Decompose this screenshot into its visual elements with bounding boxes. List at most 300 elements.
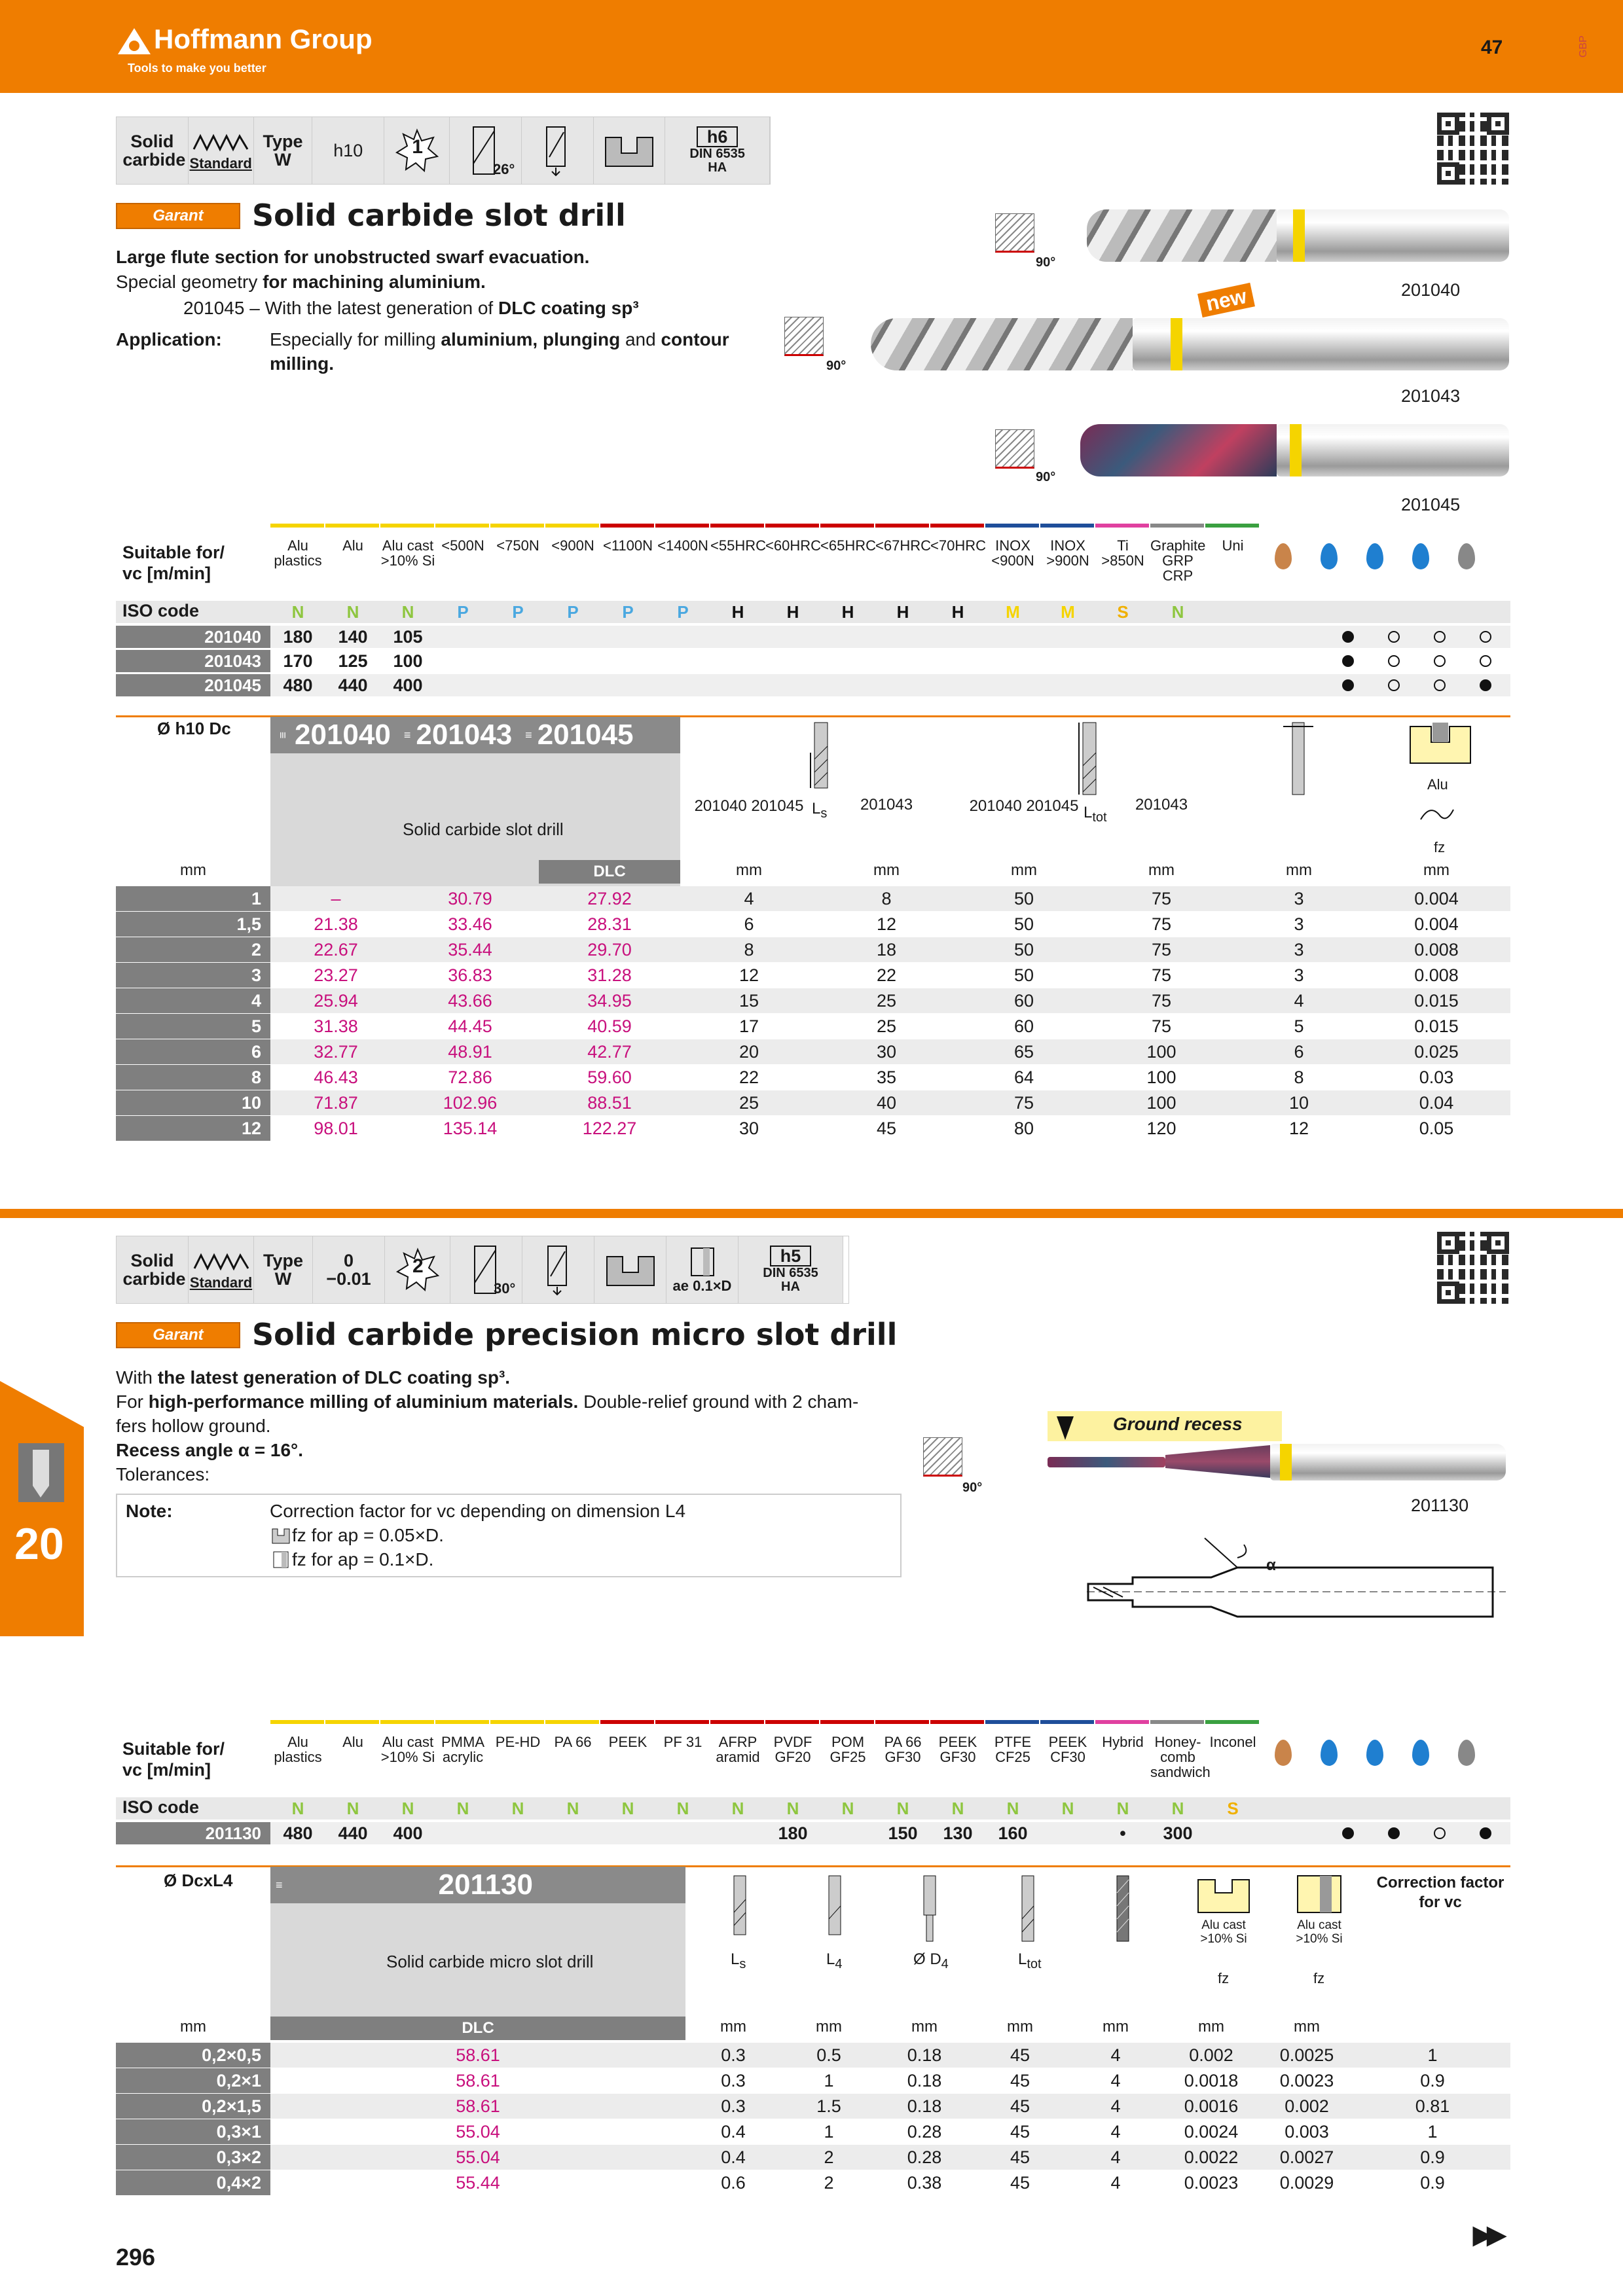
- column-color-bar: [270, 1720, 324, 1724]
- tool-flute-201045: [1080, 424, 1277, 476]
- table-cell: 45: [1010, 2122, 1030, 2142]
- column-color-bar: [710, 524, 764, 528]
- ls-length-icon: [805, 720, 838, 798]
- column-header: <55HRC: [710, 537, 766, 554]
- ltot-head: 201043: [1135, 796, 1188, 814]
- column-header: Uni: [1222, 537, 1244, 554]
- column-color-bar: [985, 524, 1039, 528]
- iso-code: P: [457, 602, 469, 622]
- iso-code: N: [676, 1799, 689, 1818]
- s2-desc-1: With the latest generation of DLC coating sp³.: [116, 1367, 511, 1388]
- table-cell: 25: [876, 1016, 897, 1036]
- suit-value: 150: [888, 1823, 918, 1843]
- dc-value: 10: [116, 1090, 270, 1115]
- table-cell: 35.44: [448, 940, 492, 960]
- s1-spec-bar: [116, 117, 771, 185]
- ls-length-icon: [723, 1873, 756, 1945]
- column-color-bar: [1150, 1720, 1204, 1724]
- table-cell: 43.66: [448, 991, 492, 1011]
- table-cell: 25.94: [314, 991, 358, 1011]
- table-cell: 22.67: [314, 940, 358, 960]
- column-color-bar: [545, 1720, 599, 1724]
- dc-l4-value: 0,3×2: [116, 2145, 270, 2170]
- iso-label: ISO code: [122, 601, 200, 620]
- page-number: 296: [116, 2244, 156, 2270]
- coolant-dry-icon: [1275, 543, 1292, 569]
- table-cell: 75: [1151, 914, 1172, 934]
- table-cell: 8: [881, 889, 892, 908]
- dc-value: 8: [116, 1065, 270, 1090]
- column-color-bar: [710, 1720, 764, 1724]
- flute-count-icon: [1106, 1873, 1139, 1945]
- neck-dia-icon: [913, 1873, 946, 1945]
- suit-value: 440: [338, 1823, 368, 1843]
- table-cell: 0.03: [1419, 1067, 1454, 1087]
- limited-circle: [1434, 655, 1446, 667]
- s1-type-label: Type: [263, 131, 303, 151]
- column-header: PF 31: [663, 1734, 702, 1750]
- table-cell: 58.61: [456, 2071, 500, 2090]
- plunge-icon: [538, 124, 577, 177]
- chapter-number: 20: [14, 1519, 64, 1569]
- table-cell: 50: [1013, 965, 1034, 985]
- table-cell: 0.18: [907, 2045, 942, 2065]
- s1-fz-label: fz: [1434, 839, 1446, 855]
- ltot-label: $L_{tot}$: [1018, 1950, 1042, 1971]
- s2-desc-2: For high-performance milling of aluminium materials. Double-relief ground with 2 cham-: [116, 1391, 859, 1412]
- table-cell: 0.0027: [1279, 2147, 1334, 2167]
- suit-row-code: 201040: [116, 626, 270, 648]
- limited-circle: [1480, 631, 1491, 643]
- s1-suitability-table: [116, 524, 1510, 699]
- table-cell: 0.0029: [1279, 2173, 1334, 2193]
- chapter-tab: [0, 1381, 84, 1636]
- s2-note-2: fz for ap = 0.05×D.: [292, 1525, 444, 1545]
- table-cell: 0.004: [1414, 914, 1459, 934]
- dc-value: 5: [116, 1014, 270, 1039]
- s1-app-text: Especially for milling aluminium, plunging and contour milling.: [270, 329, 729, 374]
- column-header: PTFE CF25: [994, 1734, 1032, 1766]
- table-cell: 45: [1010, 2173, 1030, 2193]
- iso-code: H: [951, 602, 964, 622]
- ls-label: $L_s$: [812, 800, 828, 821]
- suitable-dot: [1480, 1827, 1491, 1839]
- table-cell: 12: [876, 914, 897, 934]
- table-cell: 29.70: [587, 940, 632, 960]
- dc-l4-value: 0,4×2: [116, 2170, 270, 2195]
- table-cell: 17: [739, 1016, 759, 1036]
- table-cell: 3: [1294, 914, 1304, 934]
- s2-code-band: ≡ 201130: [270, 1867, 685, 1903]
- section-divider: [0, 1209, 1623, 1218]
- s2-tol-lower: −0.01: [326, 1269, 371, 1289]
- table-cell: 0.81: [1415, 2096, 1450, 2116]
- table-cell: 3: [1294, 889, 1304, 908]
- table-cell: 3: [1294, 940, 1304, 960]
- dc-value: 2: [116, 937, 270, 962]
- suit-value: 300: [1163, 1823, 1193, 1843]
- column-color-bar: [930, 524, 984, 528]
- table-cell: 71.87: [314, 1093, 358, 1113]
- table-cell: 3: [1294, 965, 1304, 985]
- table-cell: 44.45: [448, 1016, 492, 1036]
- column-header: <500N: [441, 537, 484, 554]
- iso-code: S: [1117, 602, 1129, 622]
- iso-code: N: [786, 1799, 799, 1818]
- column-color-bar: [765, 1720, 819, 1724]
- s1-angle-1: 90°: [1036, 255, 1056, 270]
- column-color-bar: [380, 524, 434, 528]
- iso-code: N: [1171, 602, 1184, 622]
- dc-value: 4: [116, 988, 270, 1013]
- table-cell: 0.0024: [1184, 2122, 1239, 2142]
- iso-code: N: [566, 1799, 579, 1818]
- table-cell: 0.28: [907, 2122, 942, 2142]
- iso-code: N: [951, 1799, 964, 1818]
- table-cell: 25: [739, 1093, 759, 1113]
- coolant-air-icon: [1458, 543, 1475, 569]
- table-cell: 50: [1013, 889, 1034, 908]
- iso-code: H: [896, 602, 909, 622]
- column-color-bar: [435, 524, 489, 528]
- suit-value: 170: [283, 651, 313, 671]
- iso-code: N: [291, 602, 304, 622]
- s1-code-1: 201040: [1401, 280, 1461, 300]
- s1-tab-code-3: 201045: [537, 719, 634, 751]
- column-header: PMMA acrylic: [441, 1734, 484, 1766]
- limited-circle: [1480, 655, 1491, 667]
- iso-code: N: [621, 1799, 634, 1818]
- table-cell: 0.04: [1419, 1093, 1454, 1113]
- ls-head: 201040 201045: [694, 797, 804, 815]
- suit-value: 400: [393, 1823, 423, 1843]
- table-cell: 4: [1294, 991, 1304, 1011]
- table-cell: 1: [824, 2071, 834, 2090]
- table-cell: 0.9: [1420, 2147, 1445, 2167]
- ltot-label: $L_{tot}$: [1084, 804, 1107, 825]
- s2-tol-upper: 0: [343, 1250, 354, 1270]
- s2-material: Solid carbide: [122, 1250, 186, 1289]
- micro-tip: [1048, 1457, 1165, 1467]
- dc-value: 1,5: [116, 912, 270, 937]
- table-cell: 100: [1146, 1093, 1176, 1113]
- suit-value: 480: [283, 1823, 313, 1843]
- table-cell: 36.83: [448, 965, 492, 985]
- limited-circle: [1434, 1827, 1446, 1839]
- table-cell: 55.44: [456, 2173, 500, 2193]
- table-cell: 1: [1427, 2122, 1438, 2142]
- table-cell: 4: [1110, 2122, 1121, 2142]
- coolant-mql-icon: [1366, 543, 1383, 569]
- s2-suitability-table: [116, 1720, 1510, 1851]
- s2-fz-2: fz: [1313, 1970, 1325, 1986]
- limited-circle: [1388, 631, 1400, 643]
- dc-l4-value: 0,2×1: [116, 2068, 270, 2093]
- hoffmann-logo-icon: [115, 25, 154, 58]
- table-cell: 0.008: [1414, 965, 1459, 985]
- table-cell: 21.38: [314, 914, 358, 934]
- shank-dia-icon: [1282, 720, 1315, 798]
- ls-head: 201043: [860, 796, 913, 814]
- table-cell: 0.18: [907, 2071, 942, 2090]
- column-header: <67HRC: [875, 537, 931, 554]
- iso-code: M: [1061, 602, 1075, 622]
- ground-recess-label: Ground recess: [1113, 1414, 1243, 1434]
- brand-tagline: Tools to make you better: [128, 62, 266, 75]
- alpha-label: α: [1266, 1556, 1276, 1574]
- column-color-bar: [875, 1720, 929, 1724]
- s1-tab-code-1: 201040: [295, 719, 391, 751]
- table-cell: 1: [1427, 2045, 1438, 2065]
- table-cell: 80: [1013, 1119, 1034, 1138]
- iso-code: S: [1227, 1799, 1239, 1818]
- slot-icon: [603, 131, 655, 170]
- suit-value: 160: [998, 1823, 1028, 1843]
- l4-length-icon: [818, 1873, 851, 1945]
- column-color-bar: [875, 524, 929, 528]
- tool-ring: [1293, 209, 1305, 262]
- column-color-bar: [600, 524, 654, 528]
- brand-name: Hoffmann Group: [154, 24, 373, 54]
- table-cell: 120: [1146, 1119, 1176, 1138]
- table-cell: 75: [1151, 1016, 1172, 1036]
- table-cell: 75: [1151, 965, 1172, 985]
- profile-icon: [193, 1249, 249, 1275]
- limited-circle: [1388, 679, 1400, 691]
- column-header: POM GF25: [830, 1734, 866, 1766]
- table-cell: 45: [1010, 2096, 1030, 2116]
- limited-circle: [1434, 631, 1446, 643]
- unit-cell: mm: [1011, 861, 1037, 879]
- column-header: PA 66 GF30: [884, 1734, 922, 1766]
- dc-l4-value: 0,3×1: [116, 2119, 270, 2144]
- plunge-icon: [539, 1244, 578, 1296]
- table-cell: 8: [744, 940, 754, 960]
- column-header: Alu: [342, 1734, 363, 1750]
- iso-code: N: [456, 1799, 469, 1818]
- s2-helix: 30°: [494, 1280, 516, 1297]
- table-cell: 60: [1013, 1016, 1034, 1036]
- suit-value: 400: [393, 675, 423, 695]
- column-header: <1400N: [657, 537, 708, 554]
- column-header: Alu cast >10% Si: [380, 1734, 435, 1766]
- s1-code-3: 201045: [1401, 495, 1461, 514]
- unit-cell: mm: [816, 2018, 842, 2036]
- micro-neck: [1165, 1445, 1270, 1478]
- suit-value: •: [1120, 1823, 1126, 1843]
- table-cell: –: [331, 889, 341, 908]
- suit-value: 140: [338, 627, 368, 647]
- s2-code: 201130: [1411, 1496, 1469, 1515]
- table-cell: 0.004: [1414, 889, 1459, 908]
- column-header: <60HRC: [765, 537, 821, 554]
- unit-cell: mm: [180, 2018, 206, 2036]
- limited-circle: [1434, 679, 1446, 691]
- suitable-dot: [1342, 655, 1354, 667]
- drill-chapter-icon: [13, 1440, 69, 1505]
- iso-label: ISO code: [122, 1797, 200, 1817]
- column-header: Honey-comb sandwich: [1150, 1734, 1211, 1781]
- column-color-bar: [1205, 1720, 1259, 1724]
- table-cell: 0.0022: [1184, 2147, 1239, 2167]
- coolant-oil-icon: [1412, 543, 1429, 569]
- coolant-emulsion-icon: [1321, 1740, 1338, 1766]
- s1-tab-code-2: 201043: [416, 719, 513, 751]
- column-header: Alu cast >10% Si: [380, 537, 435, 569]
- iso-code: N: [401, 1799, 414, 1818]
- unit-cell: mm: [1198, 2018, 1224, 2036]
- suitable-dot: [1342, 679, 1354, 691]
- iso-code: N: [1116, 1799, 1129, 1818]
- corner-angle-icon: [784, 317, 824, 356]
- iso-code: N: [1061, 1799, 1074, 1818]
- table-cell: 0.28: [907, 2147, 942, 2167]
- table-cell: 0.38: [907, 2173, 942, 2193]
- s1-type: W: [274, 150, 291, 170]
- s1-desc-3: 201045 – With the latest generation of DLC coating sp³: [183, 298, 639, 318]
- table-cell: 0.0018: [1184, 2071, 1239, 2090]
- s1-angle-2: 90°: [826, 359, 847, 373]
- table-cell: 0.015: [1414, 1016, 1459, 1036]
- table-cell: 75: [1151, 991, 1172, 1011]
- tool-ring: [1290, 424, 1302, 476]
- table-cell: 60: [1013, 991, 1034, 1011]
- suit-value: 180: [778, 1823, 808, 1843]
- column-header: <65HRC: [820, 537, 876, 554]
- column-header: <70HRC: [930, 537, 986, 554]
- s1-title: Solid carbide slot drill: [252, 198, 626, 233]
- s2-dimension-table: [116, 2018, 1510, 2201]
- unit-cell: mm: [736, 861, 762, 879]
- column-color-bar: [490, 524, 544, 528]
- table-cell: 0.6: [721, 2173, 746, 2193]
- unit-cell: mm: [911, 2018, 938, 2036]
- table-cell: 64: [1013, 1067, 1034, 1087]
- column-header: Alu plastics: [274, 1734, 322, 1766]
- table-cell: 88.51: [587, 1093, 632, 1113]
- table-cell: 122.27: [582, 1119, 637, 1138]
- s1-code-band: ≡ 201040 ≡ 201043 ≡ 201045: [270, 717, 680, 753]
- table-cell: 8: [1294, 1067, 1304, 1087]
- suit-row-code: 201045: [116, 674, 270, 696]
- dc-l4-value: 0,2×0,5: [116, 2043, 270, 2068]
- table-cell: 28.31: [587, 914, 632, 934]
- suit-value: 440: [338, 675, 368, 695]
- s2-note-3: fz for ap = 0.1×D.: [292, 1549, 434, 1570]
- iso-code: N: [511, 1799, 524, 1818]
- column-color-bar: [1095, 524, 1149, 528]
- ls-label: $L_s$: [731, 1950, 746, 1971]
- s1-dim-label: Ø h10 Dc: [157, 719, 231, 738]
- coolant-emulsion-icon: [1321, 543, 1338, 569]
- s1-helix: 26°: [492, 161, 515, 177]
- s1-desc-1: Large flute section for unobstructed swarf evacuation.: [116, 247, 590, 267]
- table-cell: 22: [876, 965, 897, 985]
- iso-code: N: [841, 1799, 854, 1818]
- table-cell: 2: [824, 2147, 834, 2167]
- column-color-bar: [325, 524, 379, 528]
- column-header: Graphite GRP CRP: [1150, 537, 1206, 584]
- column-header: <900N: [551, 537, 594, 554]
- table-cell: 27.92: [587, 889, 632, 908]
- s1-material: Solid carbide: [122, 131, 186, 170]
- s2-teeth: 2: [412, 1255, 424, 1277]
- column-header: PVDF GF20: [773, 1734, 812, 1766]
- recess-arrow-icon: [1055, 1415, 1075, 1441]
- table-cell: 0.0023: [1184, 2173, 1239, 2193]
- unit-cell: mm: [720, 2018, 746, 2036]
- table-cell: 40: [876, 1093, 897, 1113]
- d4-label: Ø $D_4$: [913, 1950, 949, 1971]
- iso-code: H: [786, 602, 799, 622]
- tool-flute-201043: [871, 318, 1133, 370]
- column-color-bar: [820, 524, 874, 528]
- micro-shank: [1270, 1444, 1506, 1480]
- tool-flute-201040: [1087, 209, 1277, 262]
- iso-code: N: [896, 1799, 909, 1818]
- column-color-bar: [490, 1720, 544, 1724]
- l4-label: $L_4$: [826, 1950, 843, 1971]
- ltot-length-icon: [1012, 1873, 1044, 1945]
- column-color-bar: [765, 524, 819, 528]
- corner-angle-icon: [995, 429, 1034, 469]
- s2-spec-bar: [116, 1236, 849, 1304]
- table-cell: 0.025: [1414, 1042, 1459, 1062]
- profile-icon: [192, 130, 249, 156]
- s2-qr-code: [1437, 1232, 1509, 1304]
- table-cell: 135.14: [443, 1119, 498, 1138]
- column-color-bar: [1205, 524, 1259, 528]
- table-cell: 30.79: [448, 889, 492, 908]
- s1-garant-logo: Garant: [116, 203, 240, 229]
- tool-shank-201045: [1277, 424, 1509, 476]
- column-color-bar: [930, 1720, 984, 1724]
- s1-teeth: 1: [412, 136, 423, 158]
- column-color-bar: [270, 524, 324, 528]
- table-cell: 6: [1294, 1042, 1304, 1062]
- s2-title: Solid carbide precision micro slot drill: [252, 1317, 898, 1352]
- column-color-bar: [820, 1720, 874, 1724]
- unit-cell: mm: [1294, 2018, 1320, 2036]
- s1-shank-tol: h6: [697, 126, 739, 147]
- unit-cell: mm: [180, 861, 206, 879]
- column-color-bar: [1040, 524, 1094, 528]
- table-cell: 1: [824, 2122, 834, 2142]
- dc-l4-value: 0,2×1,5: [116, 2094, 270, 2119]
- s1-desc-2: Special geometry for machining aluminium.: [116, 272, 486, 292]
- s1-app-label: Application:: [116, 329, 222, 350]
- iso-code: N: [1006, 1799, 1019, 1818]
- column-color-bar: [325, 1720, 379, 1724]
- s1-alu-label: Alu: [1427, 776, 1448, 793]
- s2-tab-code: 201130: [438, 1869, 533, 1901]
- coolant-air-icon: [1458, 1740, 1475, 1766]
- suit-row-code: 201130: [116, 1822, 270, 1844]
- table-cell: 40.59: [587, 1016, 632, 1036]
- table-cell: 18: [876, 940, 897, 960]
- table-cell: 6: [744, 914, 754, 934]
- table-cell: 0.9: [1420, 2173, 1445, 2193]
- table-cell: 31.28: [587, 965, 632, 985]
- table-cell: 50: [1013, 914, 1034, 934]
- s1-tolerance: h10: [333, 140, 363, 160]
- recess-angle-drawing: [1087, 1532, 1506, 1630]
- column-header: <750N: [496, 537, 539, 554]
- column-color-bar: [655, 524, 709, 528]
- iso-code: N: [346, 602, 359, 622]
- next-page-icon[interactable]: ▶▶: [1473, 2221, 1501, 2249]
- table-cell: 0.003: [1285, 2122, 1329, 2142]
